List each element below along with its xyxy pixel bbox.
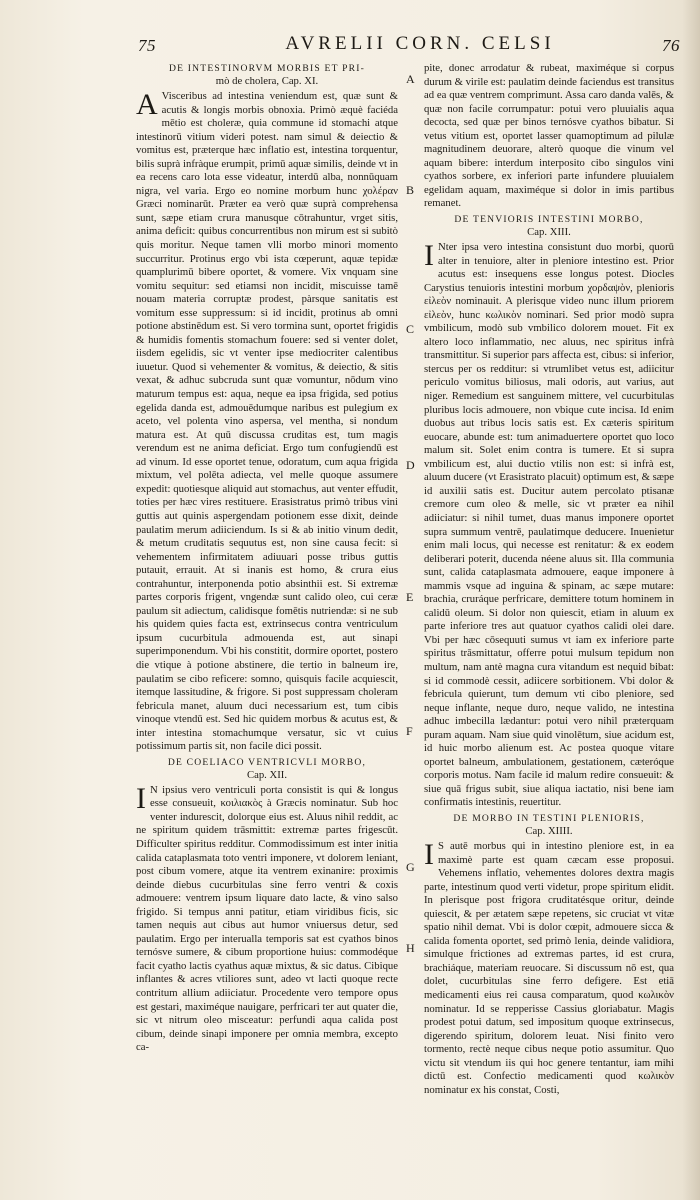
chapter-11-cap: Cap. XI.: [281, 75, 319, 87]
chapter-14-text: [424, 837, 674, 1097]
chapter-13-body: Nter ipsa vero intestina consistunt duo morbi, quorū alter in tenuiore, alter in pleniore intestino est. Prior acutus est: insequens esse longus potest. Diocles Carystius tenuioris intestini morbum χορδαψὸν, plenioris εἰλεὸν nominauit. A plerisque video nunc illum priorem εἰλεὸν, hunc κωλικὸν nominari. Sed prior modò supra vmbilicum, modò sub vmbilico dolorem mouet. Fit ex altero loco inflammatio, nec aluus, nec spiritus infrà transmittitur. Si superior pars affecta est, cibus: si inferior, stercus per os redditur: si vtrumlibet vetus est, adiicitur periculo vomitus biliosus, mali odoris, aut varius, aut niger. Remedium est sanguinem mittere, vel cucurbitulas pluribus locis admouere, non vbique cute incisa. Id enim duobus aut tribus locis satis est. Ex cæteris spiritum euocare, abunde est: tum animaduertere oportet quo loco malum sit. Solet enim contra is tumere. Et si supra vmbilicum est, alui ductio vtilis non est: si infrà est, aluum ducere (vt Erasistrato placuit) optimum est, & sæpe id auxilii satis est. Ducitur autem percolato ptisanæ cremore cum oleo & melle, sic vt præter ea nihil adiiciatur: si nihil tumet, duas manus imponere oportet supra summum ventrē, paulatimque deducere. Inuenietur enim mali locus, qui necesse est renitatur: & ex eodem deliberari poterit, ducenda néene aluus sit. Illa communia sunt, calida cataplasmata admouere, eaque imponere à mammis vsque ad inguina & spinam, ac sæpe mutare: brachia, cruráque perfricare, demittere totum hominem in calidū oleum. Si dolor non quiescit, etiam in aluum ex parte inferiore tres aut quatuor cyathos calidi olei dare. Vbi per hæc cōsequuti sumus vt iam ex inferiore parte spiritus trāsmittatur, offerre potui mulsum tepidum non multum, nam antè magna cura vitandum est nequid bibat: si id commodè cessit, adiicere sorbitionem. Vbi dolor & febricula quierunt, tum demum vti cibo pleniore, sed neque inflante, neque duro, neque valido, ne intestina adhuc imbecilla lædantur: potui vero nihil præterquam puram aquam. Nam siue quid vinolētum, siue acidum est, id huic morbo alienum est. Ac postea quoque vitare oportet balneum, ambulationem, gestationem, cæteróque corporis motus. Nam facile id malum redire consueuit: & siue quā frigus subit, siue aliqua iactatio, nisi bene iam confirmatis intestinis, reuertitur.: [424, 241, 674, 809]
margin-letter-a: A: [406, 72, 415, 86]
page-number-right: 76: [662, 36, 680, 55]
margin-letter-c: C: [406, 322, 415, 336]
chapter-13-cap: Cap. XIII.: [527, 226, 571, 239]
drop-cap-a: A: [136, 88, 158, 121]
page-number-left: 75: [138, 36, 156, 55]
margin-letter-f: F: [406, 724, 413, 738]
margin-letter-h: H: [406, 941, 415, 955]
margin-letter-b: B: [406, 183, 415, 197]
chapter-11-text: [136, 90, 398, 754]
chapter-12-heading: DE COELIACO VENTRICVLI MORBO,: [167, 756, 367, 768]
drop-cap-i-3: I: [424, 837, 434, 871]
margin-letter-g: G: [406, 860, 415, 874]
margin-letter-d: D: [406, 458, 415, 472]
right-text-column: [424, 62, 674, 1172]
chapter-11-subtitle: mò de cholera,: [215, 75, 280, 87]
chapter-14-heading: DE MORBO IN TESTINI PLENIORIS,: [453, 812, 645, 824]
chapter-11-subheading: [136, 75, 398, 88]
margin-letters: [400, 0, 422, 1200]
chapter-14-body: S autē morbus qui in intestino pleniore est, in ea maximè parte est quam cæcam esse proposui. Vehemens inflatio, vehementes dolores dextra magis parte, intestinum quod verti videtur, prope spiritum elidit. In plerisque post frigora cruditatésque oritur, deinde quiescit, & per ætatem sæpe repetens, sic cruciat vt vitæ spatio nihil demat. Vbi is dolor cœpit, admouere sicca & calida fomenta oportet, sed primò lenia, deinde validiora, simulque frictiones ad extremas partes, id est crura, brachiáque, materiam reuocare. Si discussum nō est, qua dolet, cucurbitulas sine ferro defigere. Est etiā medicamenti eius rei causa comparatum, quod κωλικὸν nominatur. Id se repperisse Cassius gloriabatur. Magis prodest potui datum, sed impositum quoque extrinsecus, digerendo spiritum, dolorem leuat. Nisi finito vero tormento, rectè neque cibus neque potio assumitur. Quo victu sit vtendum iis qui hoc genere tentantur, iam mihi dictū est. Confectio medicamenti quod κωλικὸν nominatur ex his constat, Costi,: [424, 839, 674, 1096]
running-head: AVRELII CORN. CELSI: [285, 33, 555, 54]
page-edge-shadow: [682, 0, 700, 1200]
chapter-11-heading: DE INTESTINORVM MORBIS ET PRI-: [168, 63, 366, 74]
chapter-11-body: Visceribus ad intestina veniendum est, quæ sunt & acutis & longis morbis obnoxia. Primò æquè faciéda mētio est choleræ, quia commune id stomachi atque intestinorū vitium videri potest. nam simul & deiectio & vomitus est, præterque hæc inflatio est, intestina torquentur, bilis suprà infràque erumpit, primū aquæ similis, deinde vt in ea recens caro lota esse videatur, interdū alba, nonnūquam nigra, vel varia. Ergo eo nomine morbum hunc χολέραν Græci nominarūt. Præter ea verò quæ suprà comprehensa sunt, sæpe etiam crura manusque cōtrahuntur, vrget sitis, anima deficit: quibus concurrentibus non mirum est si subitò quis moritur. Neque tamen vlli morbo minori momento succurritur. Protinus ergo vbi ista cœperunt, aquæ tepidæ quamplurimū bibere oportet, & vomere. Vix vnquam sine vomitu sequitur: sed etiamsi non incidit, miscuisse tamē nouam materia corruptæ prodest, pàrsque sanitatis est vomitum esse suppressum: si id incidit, protinus ab omni potione abstinēdum est. Si vero tormina sunt, oportet frigidis & humidis fomentis stomachum fouere: sed si venter dolet, iisdem egelidis, sic vt venter ipse mediocriter calentibus iuuetur. Quod si vehementer & vomitus, & deiectio, & sitis vexat, & adhuc subcruda sunt quæ vomuntur, nōdum vino maturum tempus est: aqua, neque ea ipsa frigida, sed potius egelida danda est, admouēdumque naribus est pulegium ex aceto, vel polenta vino aspersa, vel mentha, si nondum matura est. At quū discussa cruditas est, tum magis verendum est ne anima deficiat. Ergo tum confugiendū est ad vinum. Id esse oportet tenue, odoratum, cum aqua frigida mixtum, vel polēta adiecta, vel melle quoque assumere expedit: quotiesque aliquid aut stomachus, aut venter effudit, toties per hæc vires restituere. Erasistratus primò tribus vini guttis aut quinis aspergendam potionem esse dixit, deinde paulatim merum adiiciendum. Is si & ab initio vinum dedit, & metum cruditatis sequutus est, non sine causa fecit: si vehementem infirmitatem adiuuari posse tribus guttis putauit, errauit. At si inanis est homo, & crura eius contrahuntur, interponenda potio absinthii est. Si extremæ partes corporis frigent, vngendæ sunt calido oleo, cui ceræ paulum sit adiectum, calidisque fomētis nutriendæ: si ne sub his quidem quies facta est, extrinsecus contra ventriculum ipsum cucurbitula admouenda est, aut sinapi superimponendum. Vbi his constitit, dormire oportet, postero die vtique à potione abstinere, die tertio in balneum ire, paulatim se cibo reficere: somno, quisquis facile acquiescit, itemque lassitudine, & frigore. Si post suppressam choleram febricula manet, aluum duci necessarium est, tum cibis vinoque vtendū est. Sed hic quidem morbus & acutus est, & inter intestina stomachumque versatur, sic vt cuius potissimum partis sit, non facile dici possit.: [136, 90, 398, 753]
chapter-13-text: [424, 241, 674, 810]
margin-letter-e: E: [406, 590, 414, 604]
chapter-13-heading: DE TENVIORIS INTESTINI MORBO,: [454, 214, 644, 226]
chapter-12-continued: pite, donec arrodatur & rubeat, maximéque si corpus durum & virile est: paulatim deinde faciendus est transitus ad ea quæ ventrem comprimunt. Assa caro danda valēs, & quæ non facile corrumpatur: potui vero pluuialis aqua decocta, sed quæ per binos ternósve cyathos bibatur. Si vetus vitium est, oportet lasser quamoptimum ad pilulæ magnitudinem deuorare, alterò quoque die vinum vel aquam bibere: interdum interposito cibo singulos vini cyathos sorbere, ex inferiori parte infundere pluuialem egelidam aquam, maximéque si dolor in imis partibus remanet.: [424, 62, 674, 210]
left-text-column: [136, 62, 398, 1172]
chapter-12-cap: Cap. XII.: [246, 768, 288, 781]
drop-cap-i-2: I: [424, 239, 434, 273]
chapter-12-body: N ipsius vero ventriculi porta consistit is qui & longus esse consueuit, κοιλιακὸς à Græcis nominatur. Sub hoc venter indurescit, dolorque eius est. Aluus nihil reddit, ac ne spiritum quidem trāsmittit: extremæ partes frigescūt. Difficulter spiritus redditur. Commodissimum est inter initia calida cataplasmata toto ventri imponere, vt dolorem leniant, post cibum vomere, atque ita ventrem exinanire: proximis deinde diebus cucurbitulas sine ferro ventri & coxis admouere: ventrem ipsum liquare dato lacte, & vino salso frigido. Si tempus anni patitur, etiam viridibus ficis, sic tamen nequis aut cibus aut humor vniuersus detur, sed paulatim. Ergo per interualla temporis sat est cyathos binos ternósve sumere, & cibum proportione huius: commodéque facit cyatho lactis cyathus aquæ mixtus, & sic datus. Cibique inflantes & acres vtiliores sunt, adeo vt lacti quoque recte contritum allium adiiciatur. Procedente vero tempore opus est gestari, maximéque nauigare, perfricari ter aut quater die, sic vt nitrum oleo misceatur: perfundi aqua calida post cibum, deinde sinapi imponere per omnia membra, excepto ca-: [136, 783, 398, 1054]
chapter-14-cap: Cap. XIIII.: [525, 824, 573, 837]
chapter-12-text: [136, 781, 398, 1055]
drop-cap-i: I: [136, 781, 146, 815]
